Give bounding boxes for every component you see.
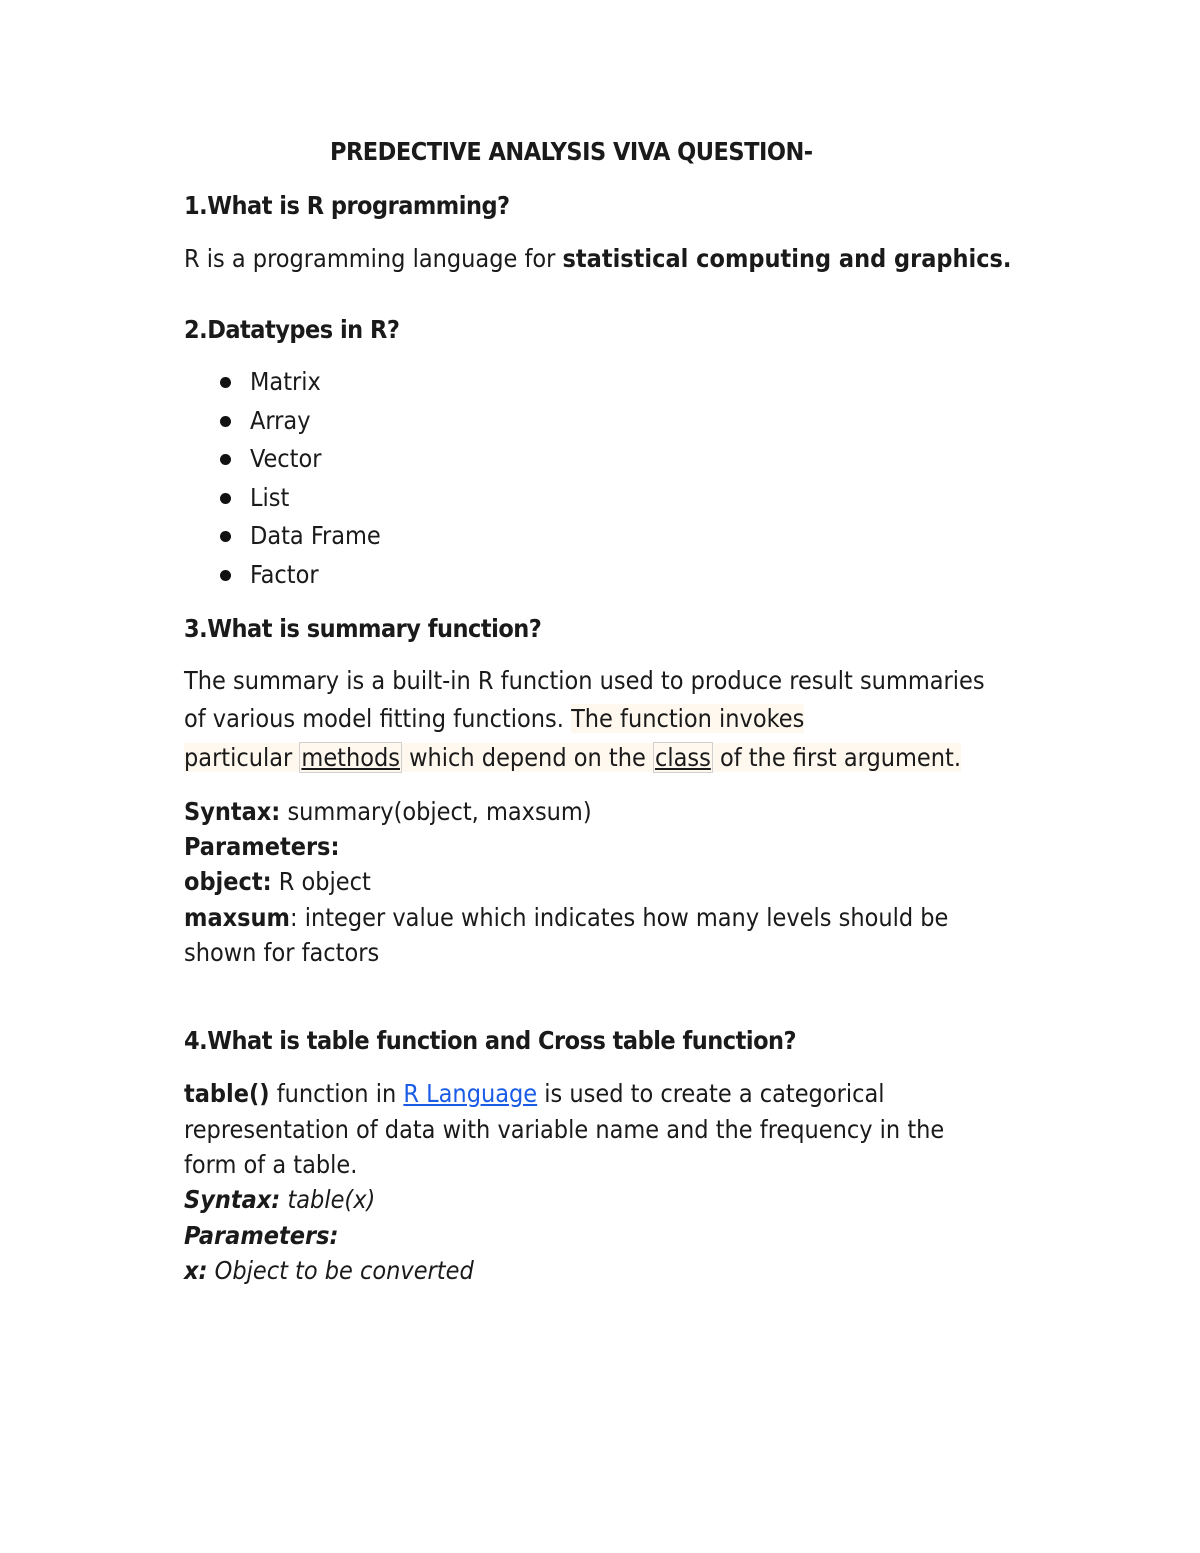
bullet-icon [220,493,231,504]
syntax-value: summary(object, maxsum) [280,797,592,826]
q3-line3-text-c: of the first argument. [712,743,961,772]
q4-line1-text-b: is used to create a categorical [537,1079,885,1108]
table-fn-label: table() [184,1079,270,1108]
q4-parameters-label-text: Parameters: [184,1221,339,1250]
bullet-icon [220,454,231,465]
object-label: object: [184,867,272,896]
x-value: Object to be converted [207,1256,474,1285]
bullet-icon [220,570,231,581]
list-item-text: Array [250,405,311,435]
q3-maxsum-param [184,903,948,932]
list-item-text: Factor [250,559,319,589]
q4-x-param [184,1256,474,1285]
q4-line1-text-a: function in [269,1079,404,1108]
q4-paragraph-line-3: form of a table. [184,1150,358,1179]
q3-object-param [184,867,371,896]
question-1-answer [184,244,1011,273]
q3-syntax-line [184,797,592,826]
maxsum-label: maxsum [184,903,290,932]
question-3-heading: 3.What is summary function? [184,614,542,643]
q1-answer-text: R is a programming language for [184,244,563,273]
list-item [184,520,381,559]
q3-line3-text-b: which depend on the [402,743,653,772]
list-item [184,366,381,405]
parameters-label: Parameters: [184,832,340,861]
list-item-text: Data Frame [250,521,381,550]
q4-parameters-label [184,1221,339,1250]
question-1-heading: 1.What is R programming? [184,191,510,220]
q3-paragraph-line-3 [184,743,961,772]
q3-paragraph-line-2 [184,704,804,733]
q3-line3-text-a: particular [184,743,300,772]
class-link[interactable]: class [654,743,711,772]
q3-paragraph-line-1: The summary is a built-in R function used to produce result summaries [184,666,985,695]
maxsum-value: : integer value which indicates how many levels should be [289,903,949,932]
methods-link[interactable]: methods [301,743,400,772]
syntax-label: Syntax: [184,797,281,826]
question-4-heading: 4.What is table function and Cross table function? [184,1026,797,1055]
question-2-heading: 2.Datatypes in R? [184,315,400,344]
bullet-icon [220,377,231,388]
q4-paragraph-line-1 [184,1079,884,1108]
list-item [184,482,381,521]
r-language-link[interactable]: R Language [403,1079,538,1108]
list-item [184,559,381,598]
datatype-list [184,366,381,597]
list-item [184,443,381,482]
q4-syntax-value: table(x) [280,1185,376,1214]
q4-syntax-label: Syntax: [184,1185,281,1214]
bullet-icon [220,531,231,542]
q3-line2-text: of various model fitting functions. [184,704,572,733]
q4-syntax-line [184,1185,375,1214]
bullet-icon [220,416,231,427]
q4-paragraph-line-2: representation of data with variable name and the frequency in the [184,1115,945,1144]
object-value: R object [271,867,371,896]
list-item-text: Vector [250,444,322,473]
list-item-text: Matrix [250,367,321,396]
list-item [184,405,381,444]
q3-parameters-label [184,832,339,861]
q1-answer-bold: statistical computing and graphics. [562,244,1012,273]
q3-maxsum-param-cont: shown for factors [184,938,380,967]
list-item-text: List [250,482,290,512]
document-title: PREDECTIVE ANALYSIS VIVA QUESTION- [330,137,813,166]
x-label: x: [184,1256,208,1285]
q3-line2-highlight: The function invokes [571,704,805,733]
